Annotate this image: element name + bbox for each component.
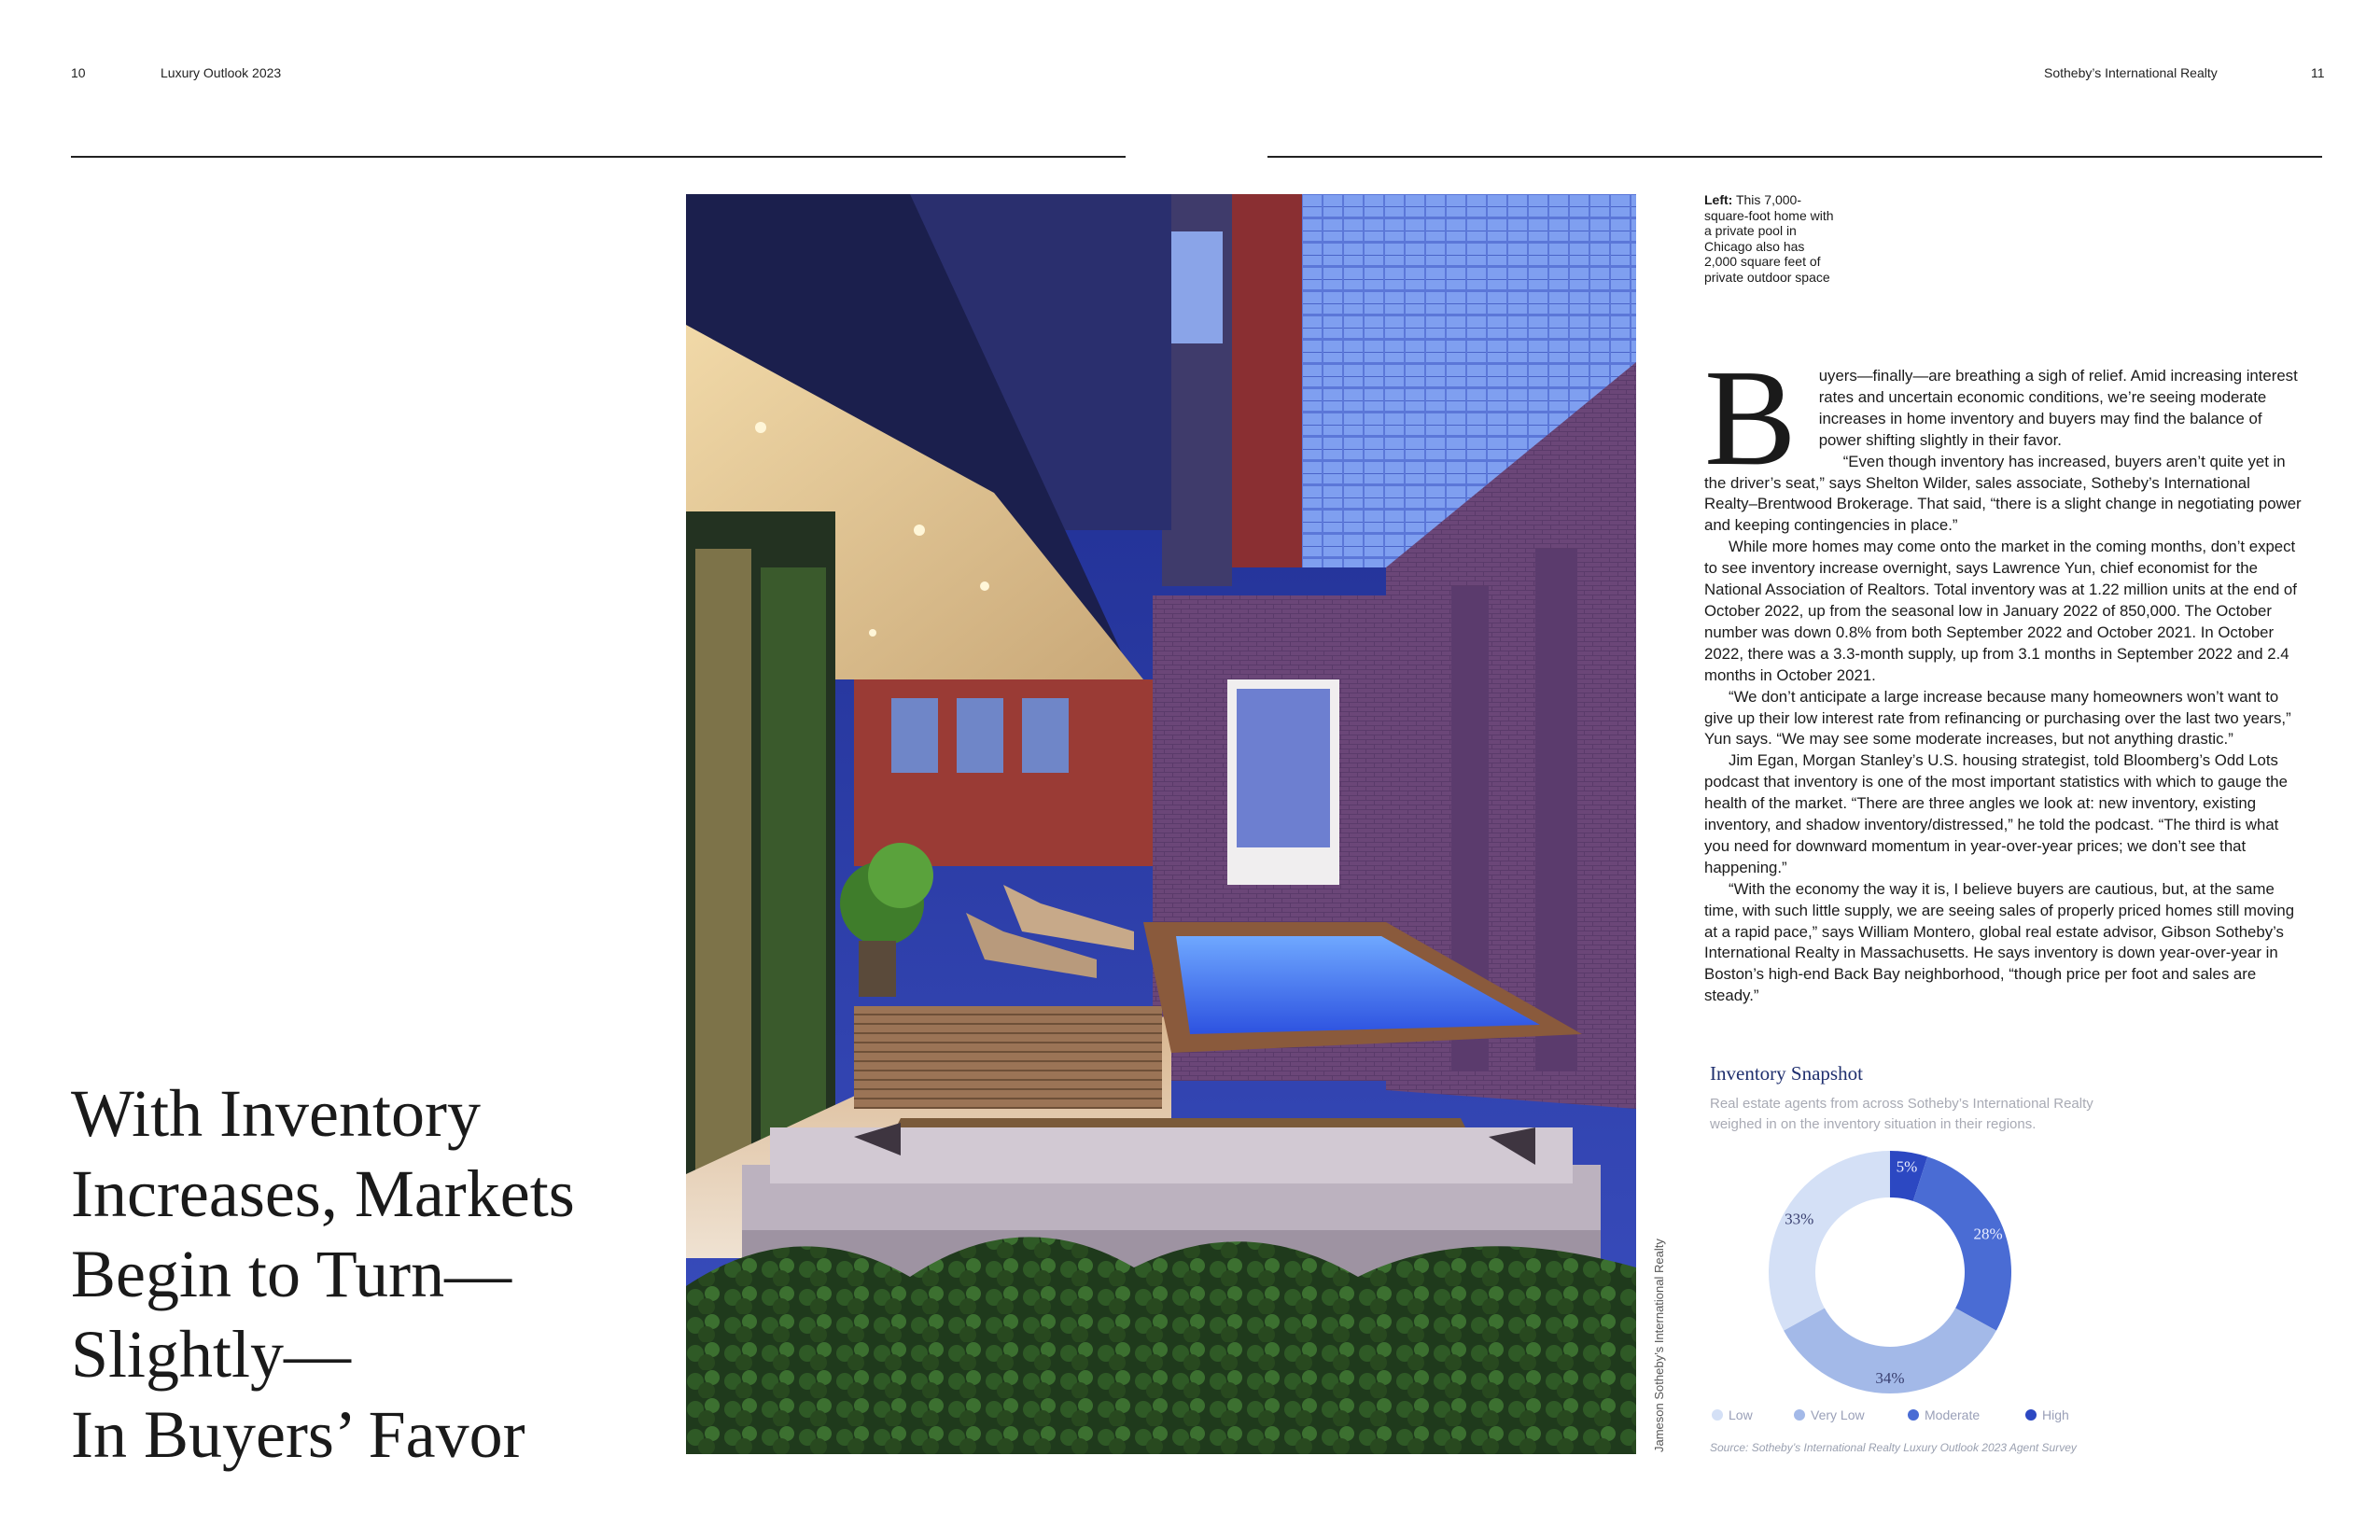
slice-value-label: 33% — [1785, 1210, 1814, 1228]
left-running-title: Luxury Outlook 2023 — [161, 65, 282, 80]
photo-caption — [1704, 192, 1835, 285]
legend-label: Moderate — [1925, 1407, 1981, 1422]
headline-line: With Inventory — [71, 1076, 481, 1151]
article-paragraph: “With the economy the way it is, I believe buyers are cautious, but, at the same time, with such little supply, we are seeing sales of properly priced homes still moving at a rapid pace,” says William Montero, global real estate advisor, Gibson Sotheby’s International Realty in Massachusetts. He says inventory is down year-over-year in Boston’s high-end Back Bay neighborhood, “though price per foot and sales are steady.” — [1704, 879, 2295, 1005]
article-paragraph: “We don’t anticipate a large increase because many homeowners won’t want to give up their low interest rate from refinancing or purchasing over the last two years,” Yun says. “We may see some moderate increases, but not anything drastic.” — [1704, 687, 2291, 749]
left-page-number: 10 — [71, 65, 86, 80]
legend-label: Very Low — [1811, 1407, 1865, 1422]
legend-item-low — [1712, 1407, 1753, 1422]
right-header-rule — [1267, 156, 2322, 158]
legend-item-very-low — [1794, 1407, 1865, 1422]
headline-line: In Buyers’ Favor — [71, 1397, 525, 1472]
legend-swatch — [1908, 1409, 1919, 1421]
drop-cap: B — [1704, 342, 1797, 495]
chart-source: Source: Sotheby’s International Realty Luxury Outlook 2023 Agent Survey — [1710, 1441, 2077, 1454]
paragraph-text: uyers—finally—are breathing a sigh of relief. Amid increasing interest rates and uncertain economic conditions, we’re seeing moderate increases in home inventory and buyers may find the balance of power shifting slightly in their favor. — [1818, 367, 2298, 449]
legend-swatch — [2025, 1409, 2037, 1421]
article-body — [1704, 342, 2302, 1007]
legend-swatch — [1794, 1409, 1805, 1421]
inventory-donut-chart — [1755, 1146, 2025, 1398]
legend-item-moderate — [1908, 1407, 1980, 1422]
article-paragraph: Jim Egan, Morgan Stanley’s U.S. housing strategist, told Bloomberg’s Odd Lots podcast that inventory is one of the most important statistics with which to gauge the health of the market. “There are three angles we look at: new inventory, existing inventory, and shadow inventory/distressed,” he told the podcast. “The third is what you need for downward momentum in year-over-year prices; we don’t see that happening.” — [1704, 751, 2288, 876]
caption-label: Left: — [1704, 192, 1733, 207]
headline-line: Increases, Markets — [71, 1156, 575, 1231]
slice-value-label: 5% — [1896, 1157, 1918, 1176]
legend-label: Low — [1729, 1407, 1753, 1422]
caption-text: This 7,000-square-foot home with a private pool in Chicago also has 2,000 square feet of private outdoor space — [1704, 192, 1834, 285]
chart-subtitle: Real estate agents from across Sotheby’s International Realty weighed in on the inventory situation in their regions. — [1710, 1096, 2093, 1132]
legend-label: High — [2042, 1407, 2069, 1422]
slice-value-label: 34% — [1875, 1369, 1905, 1387]
right-page-number: 11 — [2311, 65, 2325, 80]
headline-line: Slightly— — [71, 1317, 352, 1392]
legend-item-high — [2025, 1407, 2069, 1422]
photo-credit: Jameson Sotheby’s International Realty — [1652, 1239, 1666, 1452]
left-header-rule — [71, 156, 1126, 158]
article-paragraph: “Even though inventory has increased, buyers aren’t quite yet in the driver’s seat,” says Shelton Wilder, sales associate, Sotheby’s International Realty–Brentwood Brokerage. That said, “there is a slight change in negotiating power and keeping contingencies in place.” — [1704, 452, 2302, 535]
terrace-pool-photo — [686, 194, 1636, 1454]
article-headline — [71, 1073, 575, 1475]
right-running-title: Sotheby’s International Realty — [2044, 65, 2218, 80]
article-paragraph: While more homes may come onto the market in the coming months, don’t expect to see inventory increase overnight, says Lawrence Yun, chief economist for the National Association of Realtors. Total inventory was at 1.22 million units at the end of October 2022, up from the seasonal low in January 2022 of 850,000. The October number was down 0.8% from both September 2022 and October 2021. In October 2022, there was a 3.3-month supply, up from 3.1 months in September 2022 and 2.4 months in October 2021. — [1704, 538, 2297, 684]
legend-swatch — [1712, 1409, 1723, 1421]
slice-moderate — [1913, 1156, 2011, 1330]
chart-title: Inventory Snapshot — [1710, 1062, 1863, 1085]
headline-line: Begin to Turn— — [71, 1237, 512, 1311]
slice-value-label: 28% — [1973, 1225, 2003, 1243]
slice-low — [1769, 1151, 1890, 1331]
